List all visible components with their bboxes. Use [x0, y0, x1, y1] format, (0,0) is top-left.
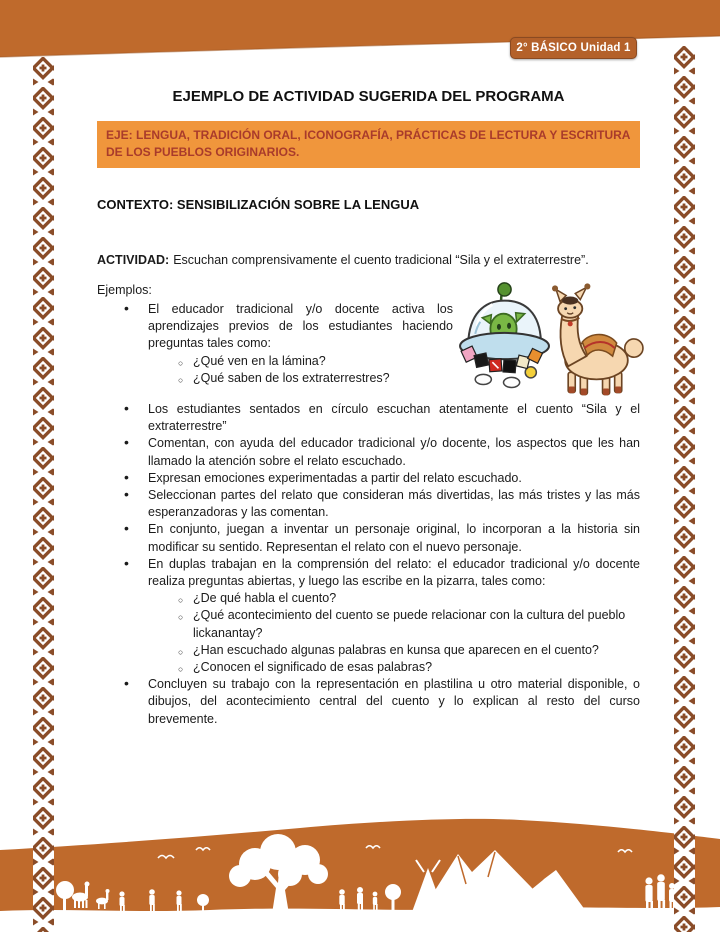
- footer-landscape-icon: [0, 792, 720, 932]
- unit-badge: 2° BÁSICO Unidad 1: [510, 37, 637, 59]
- bullet-item: • En duplas trabajan en la comprensión del relato: el educador tradicional y/o docente realiza preguntas abiertas, y luego las escribe en la pizarra, tales como:: [97, 556, 640, 590]
- bullet-item: • Seleccionan partes del relato que consideran más divertidas, las más tristes y las más esperanzadoras y las comentan.: [97, 487, 640, 521]
- sub-bullet-item: ○ ¿Qué ven en la lámina?: [97, 353, 640, 370]
- bullet-item: • Los estudiantes sentados en círculo escuchan atentamente el cuento “Sila y el extraterrestre”: [97, 401, 640, 435]
- bullet-item: • El educador tradicional y/o docente activa los aprendizajes previos de los estudiantes haciendo preguntas tales como:: [97, 301, 453, 353]
- bullet-item: • En conjunto, juegan a inventar un personaje original, lo incorporan a la historia sin modificar su sentido. Representan el relato con el nuevo personaje.: [97, 521, 640, 555]
- bullet-item: • Comentan, con ayuda del educador tradicional y/o docente, los aspectos que les han llamado la atención sobre el relato escuchado.: [97, 435, 640, 469]
- alien-ufo-icon: [460, 283, 549, 388]
- page-title: EJEMPLO DE ACTIVIDAD SUGERIDA DEL PROGRAMA: [172, 88, 565, 105]
- actividad-label: ACTIVIDAD:: [97, 253, 170, 267]
- actividad-text: Escuchan comprensivamente el cuento tradicional “Sila y el extraterrestre”.: [173, 253, 589, 267]
- sub-bullet-item: ○ ¿Han escuchado algunas palabras en kunsa que aparecen en el cuento?: [97, 642, 640, 659]
- ejemplos-label: Ejemplos:: [97, 283, 152, 297]
- llama-icon: [552, 283, 643, 395]
- right-textile-pattern-icon: [674, 46, 695, 932]
- sub-bullet-item: ○ ¿Conocen el significado de esas palabras?: [97, 659, 640, 676]
- eje-banner: EJE: LENGUA, TRADICIÓN ORAL, ICONOGRAFÍA, PRÁCTICAS DE LECTURA Y ESCRITURA DE LOS PUEBLOS ORIGINARIOS.: [97, 121, 640, 168]
- left-textile-pattern-icon: [33, 57, 54, 932]
- bullet-item: • Concluyen su trabajo con la representación en plastilina u otro material disponible, o dibujos, del acontecimiento central del cuento y lo explican al resto del curso brevemente.: [97, 676, 640, 728]
- bullet-item: • Expresan emociones experimentadas a partir del relato escuchado.: [97, 470, 640, 487]
- contexto-heading: CONTEXTO: SENSIBILIZACIÓN SOBRE LA LENGUA: [97, 197, 420, 212]
- actividad-line: [97, 252, 640, 269]
- story-illustration: [455, 281, 647, 401]
- sub-bullet-item: ○ ¿De qué habla el cuento?: [97, 590, 640, 607]
- sub-bullet-item: ○ ¿Qué acontecimiento del cuento se puede relacionar con la cultura del pueblo lickanantay?: [97, 607, 640, 641]
- sub-bullet-item: ○ ¿Qué saben de los extraterrestres?: [97, 370, 640, 387]
